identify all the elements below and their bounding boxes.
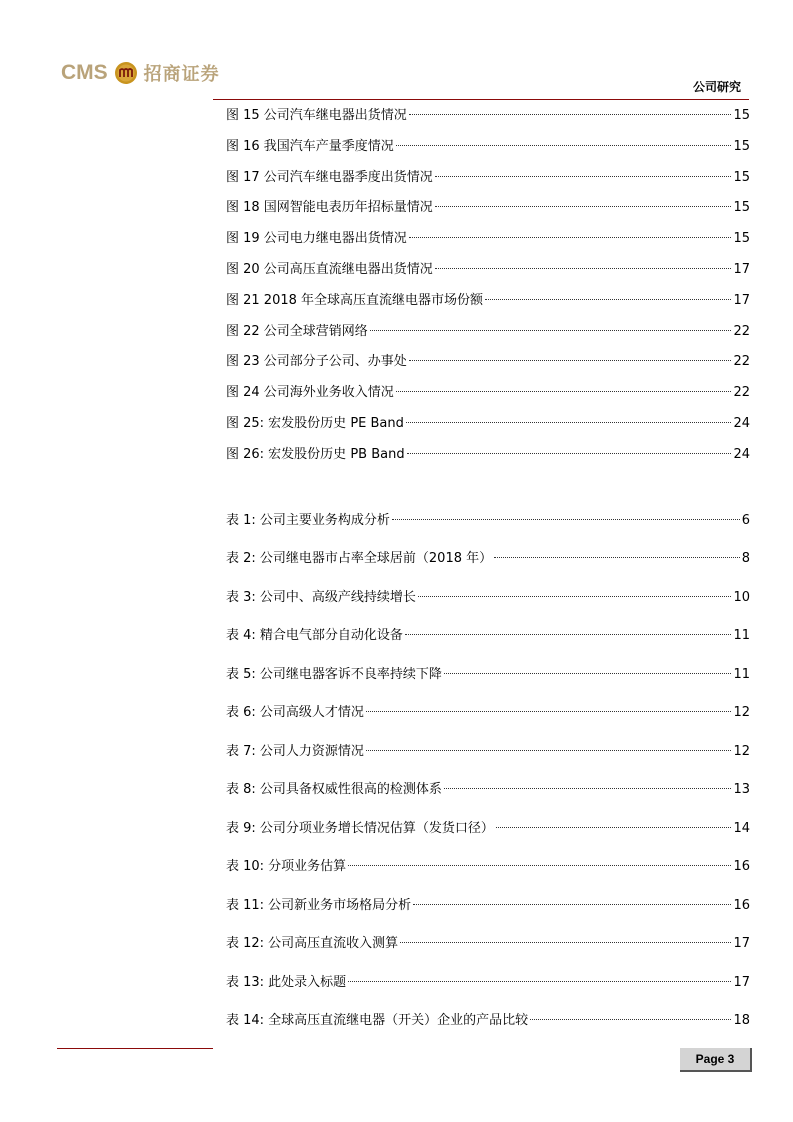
toc-entry[interactable] [226, 628, 750, 644]
logo-company-name: 招商证券 [143, 64, 220, 85]
toc-leader [413, 903, 731, 905]
toc-entry[interactable] [226, 590, 750, 606]
toc-entry-title: 图 15 公司汽车继电器出货情况 [226, 108, 407, 123]
toc-entry-page: 17 [733, 975, 750, 990]
toc-entry-title: 表 7: 公司人力资源情况 [226, 744, 364, 759]
toc-leader [348, 864, 731, 866]
toc-entry-page: 22 [733, 354, 750, 369]
toc-entry-title: 图 25: 宏发股份历史 PE Band [226, 416, 404, 431]
toc-entry[interactable] [226, 385, 750, 401]
toc-entry-title: 表 4: 精合电气部分自动化设备 [226, 628, 403, 643]
toc-entry-page: 16 [733, 898, 750, 913]
toc-entry[interactable] [226, 447, 750, 463]
toc-entry[interactable] [226, 936, 750, 952]
section-label: 公司研究 [692, 80, 741, 94]
toc-leader [409, 113, 732, 115]
toc-entry[interactable] [226, 231, 750, 247]
toc-entry-title: 图 20 公司高压直流继电器出货情况 [226, 262, 433, 277]
toc-entry-title: 图 18 国网智能电表历年招标量情况 [226, 200, 433, 215]
toc-entry[interactable] [226, 744, 750, 760]
toc-entry-page: 13 [733, 782, 750, 797]
toc-entry[interactable] [226, 354, 750, 370]
toc-entry-page: 12 [733, 744, 750, 759]
logo-emblem-icon [114, 61, 138, 85]
toc-entry-page: 12 [733, 705, 750, 720]
toc-leader [396, 390, 732, 392]
toc-leader [435, 205, 732, 207]
toc-entry-page: 15 [733, 170, 750, 185]
toc-leader [366, 749, 732, 751]
toc-entry-page: 8 [741, 551, 750, 566]
toc-entry-title: 图 17 公司汽车继电器季度出货情况 [226, 170, 433, 185]
toc-leader [400, 941, 731, 943]
toc-entry-title: 表 9: 公司分项业务增长情况估算（发货口径） [226, 821, 494, 836]
logo-text: CMS [61, 61, 108, 84]
toc-entry-title: 表 12: 公司高压直流收入测算 [226, 936, 399, 951]
toc-entry-page: 10 [733, 590, 750, 605]
toc-entry-page: 15 [733, 139, 750, 154]
toc-entry[interactable] [226, 200, 750, 216]
toc-entry-page: 22 [733, 324, 750, 339]
toc-leader [405, 633, 732, 635]
toc-entry[interactable] [226, 1013, 750, 1029]
toc-entry-title: 表 5: 公司继电器客诉不良率持续下降 [226, 667, 442, 682]
toc-entry-page: 18 [733, 1013, 750, 1028]
toc-entry-page: 11 [733, 667, 750, 682]
toc-entry[interactable] [226, 898, 750, 914]
toc-entry[interactable] [226, 513, 750, 529]
toc-entry-title: 表 1: 公司主要业务构成分析 [226, 513, 390, 528]
toc-entry-page: 17 [733, 936, 750, 951]
toc-entry-page: 15 [733, 108, 750, 123]
toc-entry-title: 表 14: 全球高压直流继电器（开关）企业的产品比较 [226, 1013, 529, 1028]
toc-leader [418, 595, 732, 597]
toc-leader [409, 236, 732, 238]
toc-entry[interactable] [226, 975, 750, 991]
toc-leader [407, 452, 732, 454]
toc-entry[interactable] [226, 324, 750, 340]
toc-leader [496, 826, 732, 828]
toc-entry-page: 17 [733, 293, 750, 308]
toc-entry[interactable] [226, 170, 750, 186]
toc-entry-title: 表 10: 分项业务估算 [226, 859, 347, 874]
company-logo [61, 58, 220, 88]
toc-leader [435, 175, 732, 177]
toc-leader [435, 267, 732, 269]
toc-entry[interactable] [226, 667, 750, 683]
toc-leader [348, 980, 731, 982]
toc-entry-page: 15 [733, 231, 750, 246]
toc-leader [396, 144, 732, 146]
toc-entry[interactable] [226, 551, 750, 567]
toc-entry-title: 表 8: 公司具备权威性很高的检测体系 [226, 782, 442, 797]
toc-entry[interactable] [226, 139, 750, 155]
toc-entry-title: 图 24 公司海外业务收入情况 [226, 385, 394, 400]
page-number-badge [680, 1048, 752, 1072]
toc-leader [366, 710, 732, 712]
toc-entry-title: 表 13: 此处录入标题 [226, 975, 347, 990]
footer-divider [57, 1048, 213, 1049]
toc-entry-title: 图 21 2018 年全球高压直流继电器市场份额 [226, 293, 484, 308]
toc-entry[interactable] [226, 782, 750, 798]
toc-entry-title: 表 11: 公司新业务市场格局分析 [226, 898, 412, 913]
toc-entry-page: 14 [733, 821, 750, 836]
toc-entry-page: 22 [733, 385, 750, 400]
toc-entry-title: 图 26: 宏发股份历史 PB Band [226, 447, 405, 462]
toc-entry-title: 图 19 公司电力继电器出货情况 [226, 231, 407, 246]
toc-entry-page: 16 [733, 859, 750, 874]
toc-leader [530, 1018, 731, 1020]
toc-leader [392, 518, 740, 520]
toc-entry-title: 图 22 公司全球营销网络 [226, 324, 368, 339]
toc-entry[interactable] [226, 262, 750, 278]
toc-entry-page: 24 [733, 416, 750, 431]
toc-leader [444, 672, 732, 674]
toc-entry[interactable] [226, 293, 750, 309]
page-number-label: Page 3 [695, 1052, 735, 1066]
toc-entry-title: 图 16 我国汽车产量季度情况 [226, 139, 394, 154]
toc-entry-title: 表 2: 公司继电器市占率全球居前（2018 年） [226, 551, 493, 566]
toc-entry-page: 6 [741, 513, 750, 528]
toc-entry[interactable] [226, 705, 750, 721]
toc-leader [485, 298, 731, 300]
toc-entry-page: 17 [733, 262, 750, 277]
toc-leader [494, 556, 740, 558]
toc-entry[interactable] [226, 821, 750, 837]
header-divider [213, 99, 749, 100]
toc-entry[interactable] [226, 108, 750, 124]
toc-entry-title: 表 3: 公司中、高级产线持续增长 [226, 590, 416, 605]
toc-entry-title: 表 6: 公司高级人才情况 [226, 705, 364, 720]
toc-leader [409, 359, 732, 361]
toc-entry-page: 15 [733, 200, 750, 215]
toc-leader [444, 787, 732, 789]
toc-entry[interactable] [226, 416, 750, 432]
toc-entry-page: 11 [733, 628, 750, 643]
toc-leader [406, 421, 732, 423]
toc-entry-page: 24 [733, 447, 750, 462]
toc-entry[interactable] [226, 859, 750, 875]
toc-entry-title: 图 23 公司部分子公司、办事处 [226, 354, 407, 369]
toc-leader [370, 329, 732, 331]
